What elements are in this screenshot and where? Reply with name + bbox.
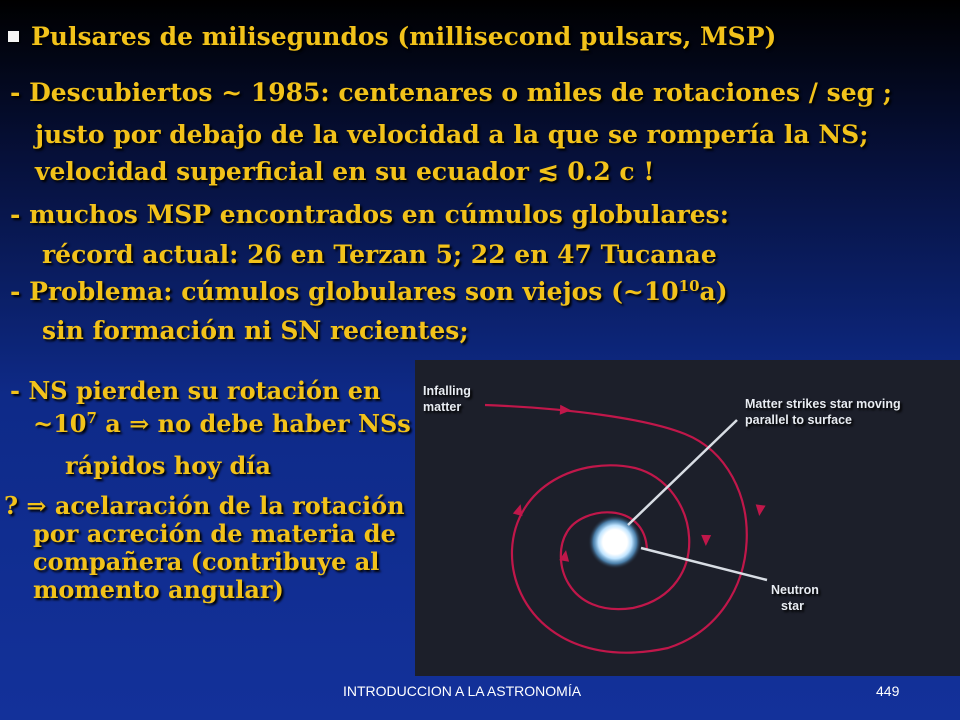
body-line-4: - muchos MSP encontrados en cúmulos globulares: (10, 200, 729, 229)
body-line-6: - Problema: cúmulos globulares son viejos $(\sim 10^{10}a)$ (10, 277, 728, 306)
side-line-1: - NS pierden su rotación en (10, 376, 381, 405)
flow-arrow-icon (560, 405, 571, 416)
body-line-2: justo por debajo de la velocidad a la que se rompería la NS; (35, 120, 869, 149)
label-strikes-2: parallel to surface (745, 413, 852, 427)
body-line-1: - Descubiertos ~ 1985: centenares o miles de rotaciones / seg ; (10, 78, 893, 107)
label-strikes-1: Matter strikes star moving (745, 397, 901, 411)
label-neutron-2: star (781, 599, 804, 613)
footer-course: INTRODUCCION A LA ASTRONOMÍA (343, 683, 582, 699)
flow-arrow-icon (701, 535, 711, 546)
accretion-diagram (415, 360, 960, 676)
body-line-3: velocidad superficial en su ecuador ≲ 0.2 c ! (35, 157, 655, 186)
side-line-7: momento angular) (33, 575, 284, 604)
neutron-star-icon (588, 515, 642, 569)
label-infalling-2: matter (423, 400, 462, 414)
side-line-6: compañera (contribuye al (33, 547, 380, 576)
label-neutron-1: Neutron (771, 583, 819, 597)
square-bullet-icon (8, 31, 19, 42)
body-line-5: récord actual: 26 en Terzan 5; 22 en 47 Tucanae (42, 240, 717, 269)
footer-page-number: 449 (876, 683, 900, 699)
pointer-line-neutron (641, 548, 767, 580)
label-infalling-1: Infalling (423, 384, 471, 398)
side-line-3: rápidos hoy día (65, 451, 271, 480)
flow-arrow-icon (754, 504, 765, 516)
side-line-4: ? ⇒ acelaración de la rotación (4, 491, 405, 520)
side-line-2: $\sim 10^7$ a ⇒ no debe haber NSs (33, 409, 411, 438)
slide-title: Pulsares de milisegundos (millisecond pulsars, MSP) (8, 22, 776, 52)
accretion-diagram-svg (415, 360, 960, 676)
body-line-7: sin formación ni SN recientes; (42, 316, 469, 345)
side-line-5: por acreción de materia de (33, 519, 396, 548)
